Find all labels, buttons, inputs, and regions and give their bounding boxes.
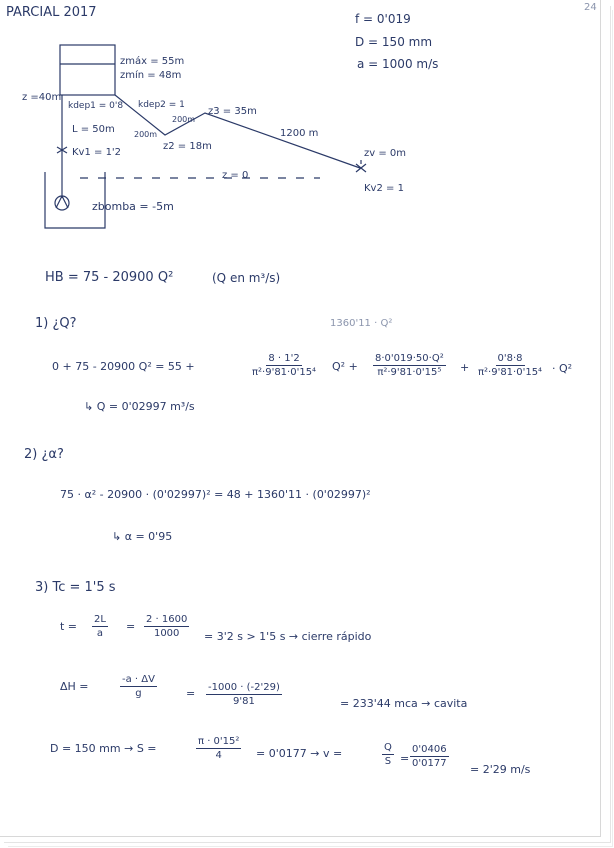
- param-diameter: D = 150 mm: [355, 35, 433, 49]
- label-z3: z3 = 35m: [208, 106, 257, 117]
- label-segment-1: 200m: [134, 130, 158, 139]
- page-title: PARCIAL 2017: [6, 5, 97, 20]
- label-length-suction: L = 50m: [72, 124, 115, 135]
- question-1-label: 1) ¿Q?: [35, 316, 77, 331]
- label-kdep1: kdep1 = 0'8: [68, 101, 124, 111]
- q1-mid2: +: [460, 361, 470, 374]
- param-friction: f = 0'019: [355, 12, 411, 26]
- label-kv2: Kv2 = 1: [364, 183, 404, 194]
- q3-s-frac: $\frac{\text{π · 0'15²}}{4}$: [198, 736, 240, 761]
- label-segment-2: 200m: [172, 115, 196, 124]
- q3-dh-eq1: =: [186, 687, 196, 700]
- q3-dh-left: ΔH =: [60, 680, 89, 693]
- q3-s-result: = 0'0177 → v =: [256, 747, 343, 760]
- q3-dh-result: = 233'44 mca → cavita: [340, 697, 468, 710]
- q2-result: ↳ α = 0'95: [112, 530, 173, 543]
- q3-v-eq: =: [400, 752, 410, 765]
- label-z-left: z =40m: [22, 92, 62, 103]
- q3-d-left: D = 150 mm → S =: [50, 742, 157, 755]
- q1-equation-left: 0 + 75 - 20900 Q² = 55 +: [52, 360, 195, 373]
- q1-term1: $\frac{8 \cdot 1'2}{\text{π²·9'81·0'15⁴}}$: [252, 353, 317, 378]
- label-zv: zv = 0m: [364, 148, 407, 159]
- end-valve: [356, 164, 366, 172]
- q3-t-eq1: =: [126, 620, 136, 633]
- q1-term3: $\frac{0'8\cdot 8}{\text{π²·9'81·0'15⁴}}$: [478, 353, 543, 378]
- q3-t-result: = 3'2 s > 1'5 s → cierre rápido: [204, 630, 372, 643]
- label-segment-3: 1200 m: [280, 128, 319, 139]
- label-zmax: zmáx = 55m: [120, 56, 185, 67]
- label-kv1: Kv1 = 1'2: [72, 147, 122, 158]
- q3-t-left: t =: [60, 620, 78, 633]
- pump-curve-units: (Q en m³/s): [212, 271, 281, 285]
- pipe-system-diagram: [0, 0, 600, 240]
- label-zbomba: zbomba = -5m: [92, 200, 174, 213]
- q3-v-frac2: $\frac{0'0406}{0'0177}$: [412, 744, 447, 769]
- question-2-label: 2) ¿α?: [24, 447, 64, 462]
- label-zmin: zmín = 48m: [120, 70, 182, 81]
- q3-v-frac1: $\frac{Q}{S}$: [384, 742, 392, 767]
- q1-result: ↳ Q = 0'02997 m³/s: [84, 400, 195, 413]
- q1-note: 1360'11 · Q²: [330, 318, 393, 329]
- pump-curve-equation: HB = 75 - 20900 Q²: [45, 270, 174, 285]
- q1-term2: $\frac{\text{8·0'019·50·Q²}}{\text{π²·9'81·0'15⁵}}$: [375, 353, 444, 378]
- q1-mid1: Q² +: [332, 360, 358, 373]
- q3-t-frac1: $\frac{2L}{a}$: [94, 614, 106, 639]
- label-z2: z2 = 18m: [163, 141, 212, 152]
- label-kdep2: kdep2 = 1: [138, 100, 185, 110]
- q3-v-result: = 2'29 m/s: [470, 763, 531, 776]
- q3-dh-frac2: $\frac{-1000 \cdot (-2'29)}{9'81}$: [208, 682, 280, 707]
- q2-equation: 75 · α² - 20900 · (0'02997)² = 48 + 1360'11 · (0'02997)²: [60, 488, 371, 501]
- question-3-label: 3) Tc = 1'5 s: [35, 580, 116, 595]
- label-datum: z = 0: [222, 170, 249, 181]
- param-wave-speed: a = 1000 m/s: [357, 57, 439, 71]
- q3-dh-frac1: $\frac{-a \cdot \Delta V}{g}$: [122, 674, 155, 699]
- page-corner-number: 24: [584, 2, 597, 13]
- q3-t-frac2: $\frac{2 \cdot 1600}{1000}$: [146, 614, 188, 639]
- q1-tail: · Q²: [552, 362, 573, 375]
- upper-tank: [60, 45, 115, 95]
- pump-symbol: [55, 196, 69, 210]
